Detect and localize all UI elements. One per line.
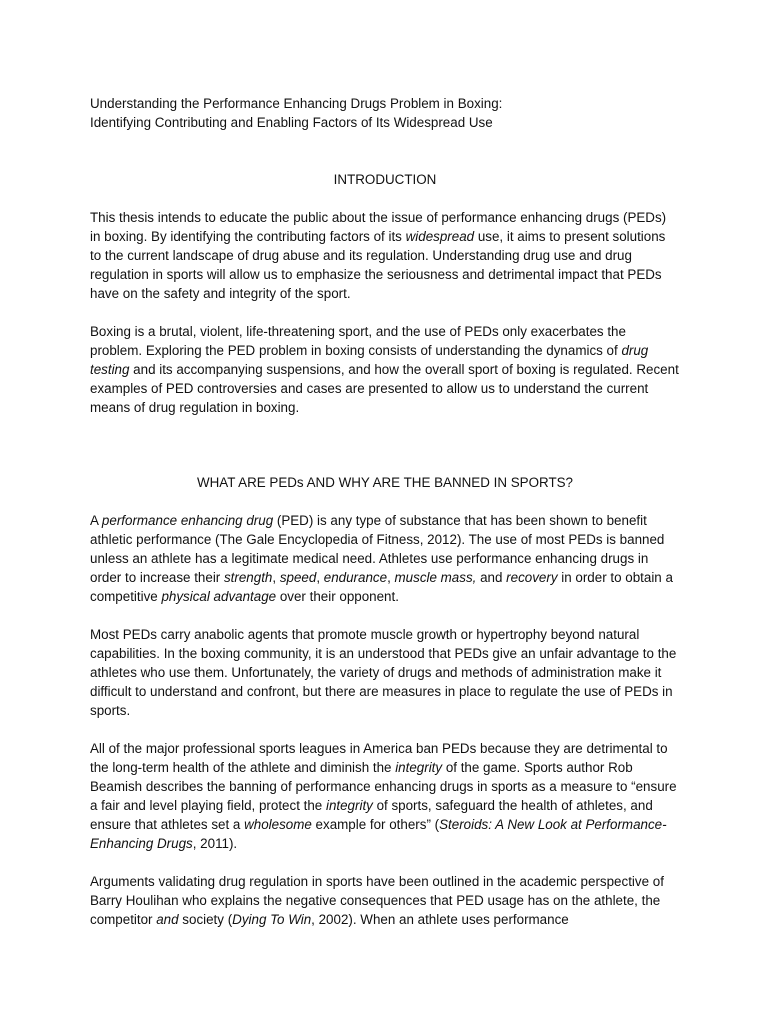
title-line-2: Identifying Contributing and Enabling Factors of Its Widespread Use bbox=[90, 115, 493, 130]
intro-paragraph-1: This thesis intends to educate the public about the issue of performance enhancing drugs (PEDs) in boxing. By identifying the contributing factors of its widespread use, it aims to present solutions to the current landscape of drug abuse and its regulation. Understanding drug use and drug regulation in sports will allow us to emphasize the seriousness and detrimental impact that PEDs have on the safety and integrity of the sport. bbox=[90, 210, 667, 301]
introduction-heading: INTRODUCTION bbox=[333, 172, 437, 187]
document-title bbox=[90, 94, 680, 132]
peds-section-heading: WHAT ARE PEDs AND WHY ARE THE BANNED IN SPORTS? bbox=[196, 475, 573, 490]
title-line-1: Understanding the Performance Enhancing Drugs Problem in Boxing: bbox=[90, 96, 503, 111]
peds-paragraph-3: All of the major professional sports leagues in America ban PEDs because they are detrimental to the long-term health of the athlete and diminish the integrity of the game. Sports author Rob Beamish describes the banning of performance enhancing drugs in sports as a measure to “ensure a fair and level playing field, protect the integrity of sports, safeguard the health of athletes, and ensure that athletes set a wholesome example for others” (Steroids: A New Look at Performance-Enhancing Drugs, 2011). bbox=[90, 741, 677, 851]
peds-paragraph-2: Most PEDs carry anabolic agents that promote muscle growth or hypertrophy beyond natural capabilities. In the boxing community, it is an understood that PEDs give an unfair advantage to the athletes who use them. Unfortunately, the variety of drugs and methods of administration make it difficult to understand and confront, but there are measures in place to regulate the use of PEDs in sports. bbox=[90, 627, 677, 718]
peds-paragraph-1: A performance enhancing drug (PED) is any type of substance that has been shown to benefit athletic performance (The Gale Encyclopedia of Fitness, 2012). The use of most PEDs is banned unless an athlete has a legitimate medical need. Athletes use performance enhancing drugs in order to increase their strength, speed, endurance, muscle mass, and recovery in order to obtain a competitive physical advantage over their opponent. bbox=[90, 513, 673, 604]
peds-paragraph-4: Arguments validating drug regulation in sports have been outlined in the academic perspective of Barry Houlihan who explains the negative consequences that PED usage has on the athlete, the competitor and society (Dying To Win, 2002). When an athlete uses performance bbox=[90, 874, 664, 927]
intro-paragraph-2: Boxing is a brutal, violent, life-threatening sport, and the use of PEDs only exacerbates the problem. Exploring the PED problem in boxing consists of understanding the dynamics of drug testing and its accompanying suspensions, and how the overall sport of boxing is regulated. Recent examples of PED controversies and cases are presented to allow us to understand the current means of drug regulation in boxing. bbox=[90, 324, 679, 415]
